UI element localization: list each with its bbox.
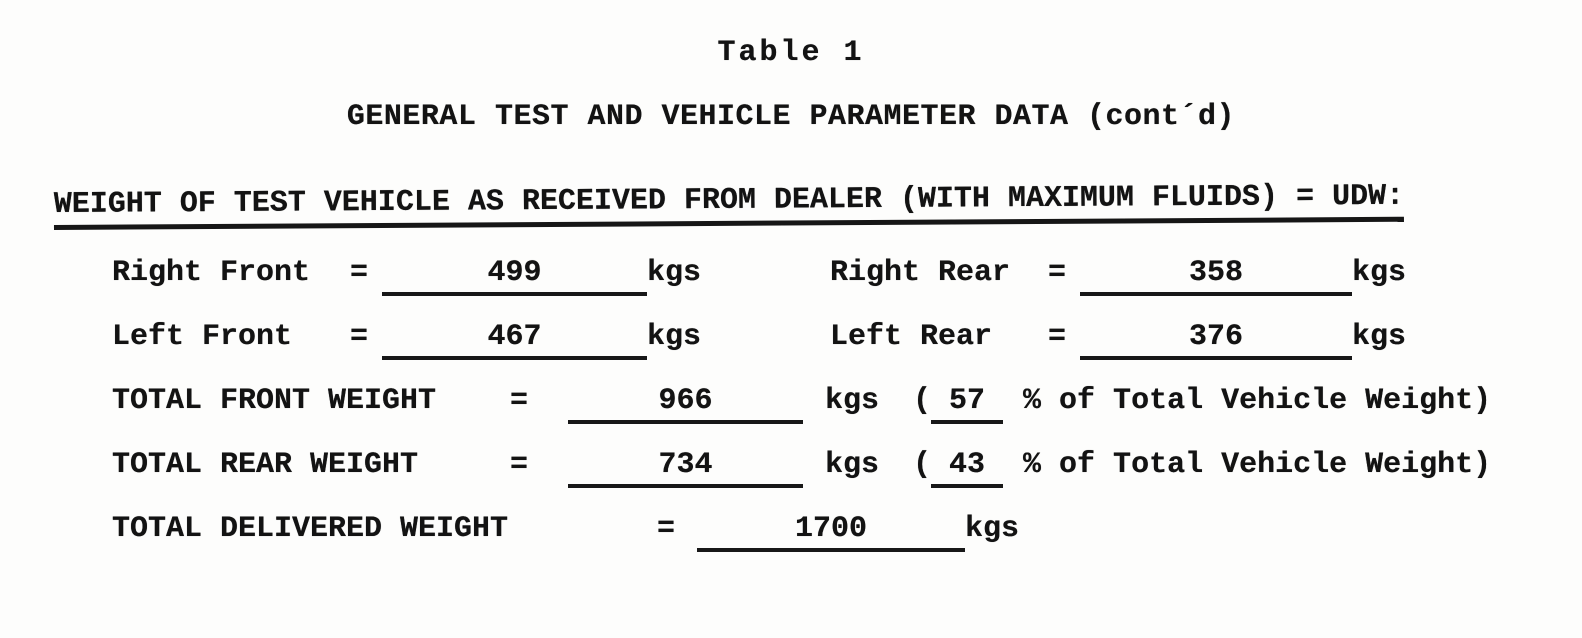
right-front-label: Right Front: [112, 256, 311, 290]
equals-sign: =: [350, 320, 369, 354]
equals-sign: =: [350, 256, 369, 290]
equals-sign: =: [1048, 256, 1067, 290]
total-rear-label: TOTAL REAR WEIGHT: [112, 448, 419, 482]
equals-sign: =: [657, 512, 676, 546]
table-title: Table 1: [717, 36, 865, 70]
row-rear-axle: [112, 320, 1582, 360]
total-front-value-line: 966: [568, 384, 803, 424]
row-total-rear: [112, 448, 1582, 488]
right-rear-label: Right Rear: [830, 256, 1011, 290]
right-rear-value-line: 358: [1080, 256, 1352, 296]
unit-label: kgs: [825, 448, 880, 482]
percent-of-total-label: % of Total Vehicle Weight): [1023, 384, 1492, 418]
left-front-value-line: 467: [382, 320, 647, 360]
total-front-percent-line: 57: [931, 384, 1003, 424]
total-rear-percent-line: 43: [931, 448, 1003, 488]
equals-sign: =: [510, 448, 529, 482]
total-delivered-label: TOTAL DELIVERED WEIGHT: [112, 512, 509, 546]
entry-right-front: [112, 256, 830, 296]
percent-of-total-label: % of Total Vehicle Weight): [1023, 448, 1492, 482]
left-rear-label: Left Rear: [830, 320, 993, 354]
unit-label: kgs: [647, 256, 702, 290]
unit-label: kgs: [965, 512, 1020, 546]
total-rear-value-line: 734: [568, 448, 803, 488]
right-front-value-line: 499: [382, 256, 647, 296]
unit-label: kgs: [1352, 256, 1407, 290]
total-delivered-value-line: 1700: [697, 512, 965, 552]
equals-sign: =: [1048, 320, 1067, 354]
row-front-axle: [112, 256, 1582, 296]
equals-sign: =: [510, 384, 529, 418]
unit-label: kgs: [1352, 320, 1407, 354]
table-subtitle: GENERAL TEST AND VEHICLE PARAMETER DATA (cont´d): [346, 100, 1236, 134]
total-front-label: TOTAL FRONT WEIGHT: [112, 384, 437, 418]
entry-right-rear: [830, 256, 1406, 296]
percent-open-paren: (: [913, 448, 932, 482]
left-rear-value-line: 376: [1080, 320, 1352, 360]
row-total-front: [112, 384, 1582, 424]
unit-label: kgs: [647, 320, 702, 354]
unit-label: kgs: [825, 384, 880, 418]
section-heading-row: [53, 179, 1582, 230]
row-total-delivered: [112, 512, 1582, 552]
weight-entries: [112, 256, 1582, 552]
section-heading: WEIGHT OF TEST VEHICLE AS RECEIVED FROM DEALER (WITH MAXIMUM FLUIDS) = UDW:: [54, 180, 1404, 230]
entry-left-front: [112, 320, 830, 360]
left-front-label: Left Front: [112, 320, 293, 354]
entry-left-rear: [830, 320, 1406, 360]
percent-open-paren: (: [913, 384, 932, 418]
